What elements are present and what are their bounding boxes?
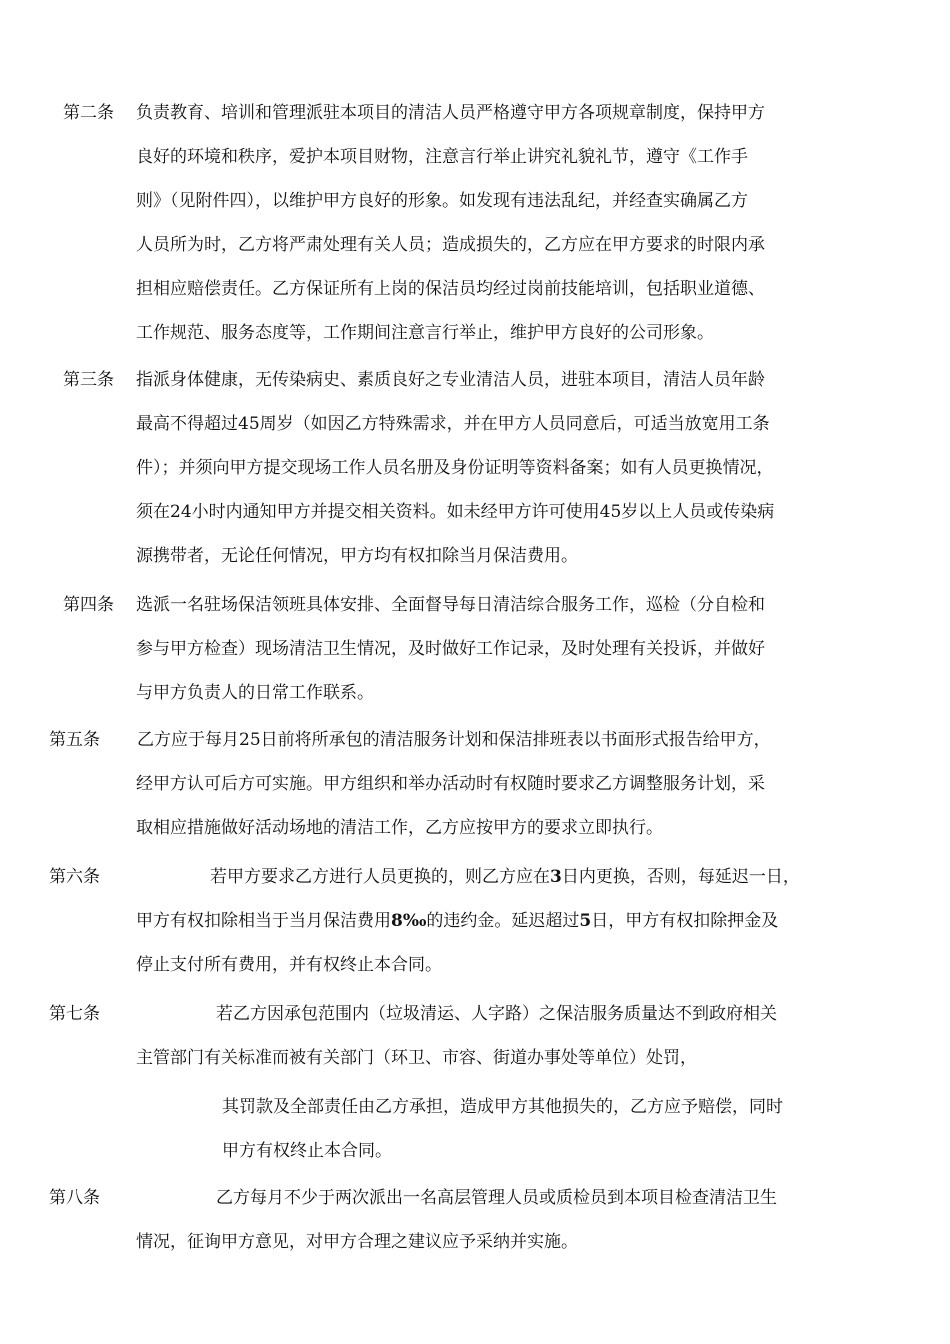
- article-line: 件）；并须向甲方提交现场工作人员名册及身份证明等资料备案；如有人员更换情况，: [136, 458, 774, 478]
- article-line: 源携带者，无论任何情况，甲方均有权扣除当月保洁费用。: [136, 546, 578, 566]
- article-label: 第五条: [49, 730, 100, 750]
- text-run: 日内更换，否则，每延迟一日，: [561, 867, 800, 887]
- article-line: 情况，征询甲方意见，对甲方合理之建议应予采纳并实施。: [136, 1232, 578, 1252]
- text-run: 的违约金。延迟超过: [426, 911, 580, 931]
- article-label: 第七条: [49, 1004, 100, 1024]
- article-line: 工作规范、服务态度等，工作期间注意言行举止，维护甲方良好的公司形象。: [136, 323, 714, 343]
- article-line: 人员所为时，乙方将严肃处理有关人员；造成损失的，乙方应在甲方要求的时限内承: [136, 235, 765, 255]
- bold-number: 3: [550, 867, 562, 887]
- article-line: 与甲方负责人的日常工作联系。: [136, 683, 374, 703]
- article-line: [210, 866, 870, 888]
- article-line: 负责教育、培训和管理派驻本项目的清洁人员严格遵守甲方各项规章制度，保持甲方: [136, 103, 765, 123]
- article-label: 第二条: [63, 103, 114, 123]
- bold-number: 8‰: [391, 911, 427, 931]
- article-line: 其罚款及全部责任由乙方承担，造成甲方其他损失的，乙方应予赔偿，同时: [222, 1097, 783, 1117]
- article-label: 第三条: [63, 370, 114, 390]
- text-run: 若甲方要求乙方进行人员更换的，则乙方应在: [210, 867, 550, 887]
- article-line: 最高不得超过45周岁（如因乙方特殊需求，并在甲方人员同意后，可适当放宽用工条: [136, 414, 770, 434]
- text-run: 日，甲方有权扣除押金及: [591, 911, 779, 931]
- article-line: [136, 910, 866, 932]
- article-line: 经甲方认可后方可实施。甲方组织和举办活动时有权随时要求乙方调整服务计划，采: [136, 774, 765, 794]
- article-line: 则》（见附件四），以维护甲方良好的形象。如发现有违法乱纪，并经查实确属乙方: [136, 191, 748, 211]
- article-line: 指派身体健康，无传染病史、素质良好之专业清洁人员，进驻本项目，清洁人员年龄: [136, 370, 765, 390]
- article-line: 取相应措施做好活动场地的清洁工作，乙方应按甲方的要求立即执行。: [136, 818, 663, 838]
- article-line: 参与甲方检查）现场清洁卫生情况，及时做好工作记录，及时处理有关投诉，并做好: [136, 639, 765, 659]
- article-line: 主管部门有关标准而被有关部门（环卫、市容、街道办事处等单位）处罚，: [136, 1048, 697, 1068]
- text-run: 甲方有权扣除相当于当月保洁费用: [136, 911, 391, 931]
- article-line: 乙方应于每月25日前将所承包的清洁服务计划和保洁排班表以书面形式报告给甲方，: [137, 730, 771, 750]
- article-label: 第六条: [49, 867, 100, 887]
- article-line: 良好的环境和秩序，爱护本项目财物，注意言行举止讲究礼貌礼节，遵守《工作手: [136, 147, 748, 167]
- article-label: 第四条: [63, 595, 114, 615]
- article-line: 乙方每月不少于两次派出一名高层管理人员或质检员到本项目检查清洁卫生: [216, 1188, 777, 1208]
- article-line: 甲方有权终止本合同。: [222, 1141, 392, 1161]
- article-label: 第八条: [49, 1188, 100, 1208]
- article-line: 须在24小时内通知甲方并提交相关资料。如未经甲方许可使用45岁以上人员或传染病: [136, 502, 775, 522]
- article-line: 停止支付所有费用，并有权终止本合同。: [136, 955, 442, 975]
- article-line: 选派一名驻场保洁领班具体安排、全面督导每日清洁综合服务工作，巡检（分自检和: [136, 595, 765, 615]
- article-line: 担相应赔偿责任。乙方保证所有上岗的保洁员均经过岗前技能培训，包括职业道德、: [136, 279, 765, 299]
- article-line: 若乙方因承包范围内（垃圾清运、人字路）之保洁服务质量达不到政府相关: [216, 1004, 777, 1024]
- bold-number: 5: [579, 911, 592, 931]
